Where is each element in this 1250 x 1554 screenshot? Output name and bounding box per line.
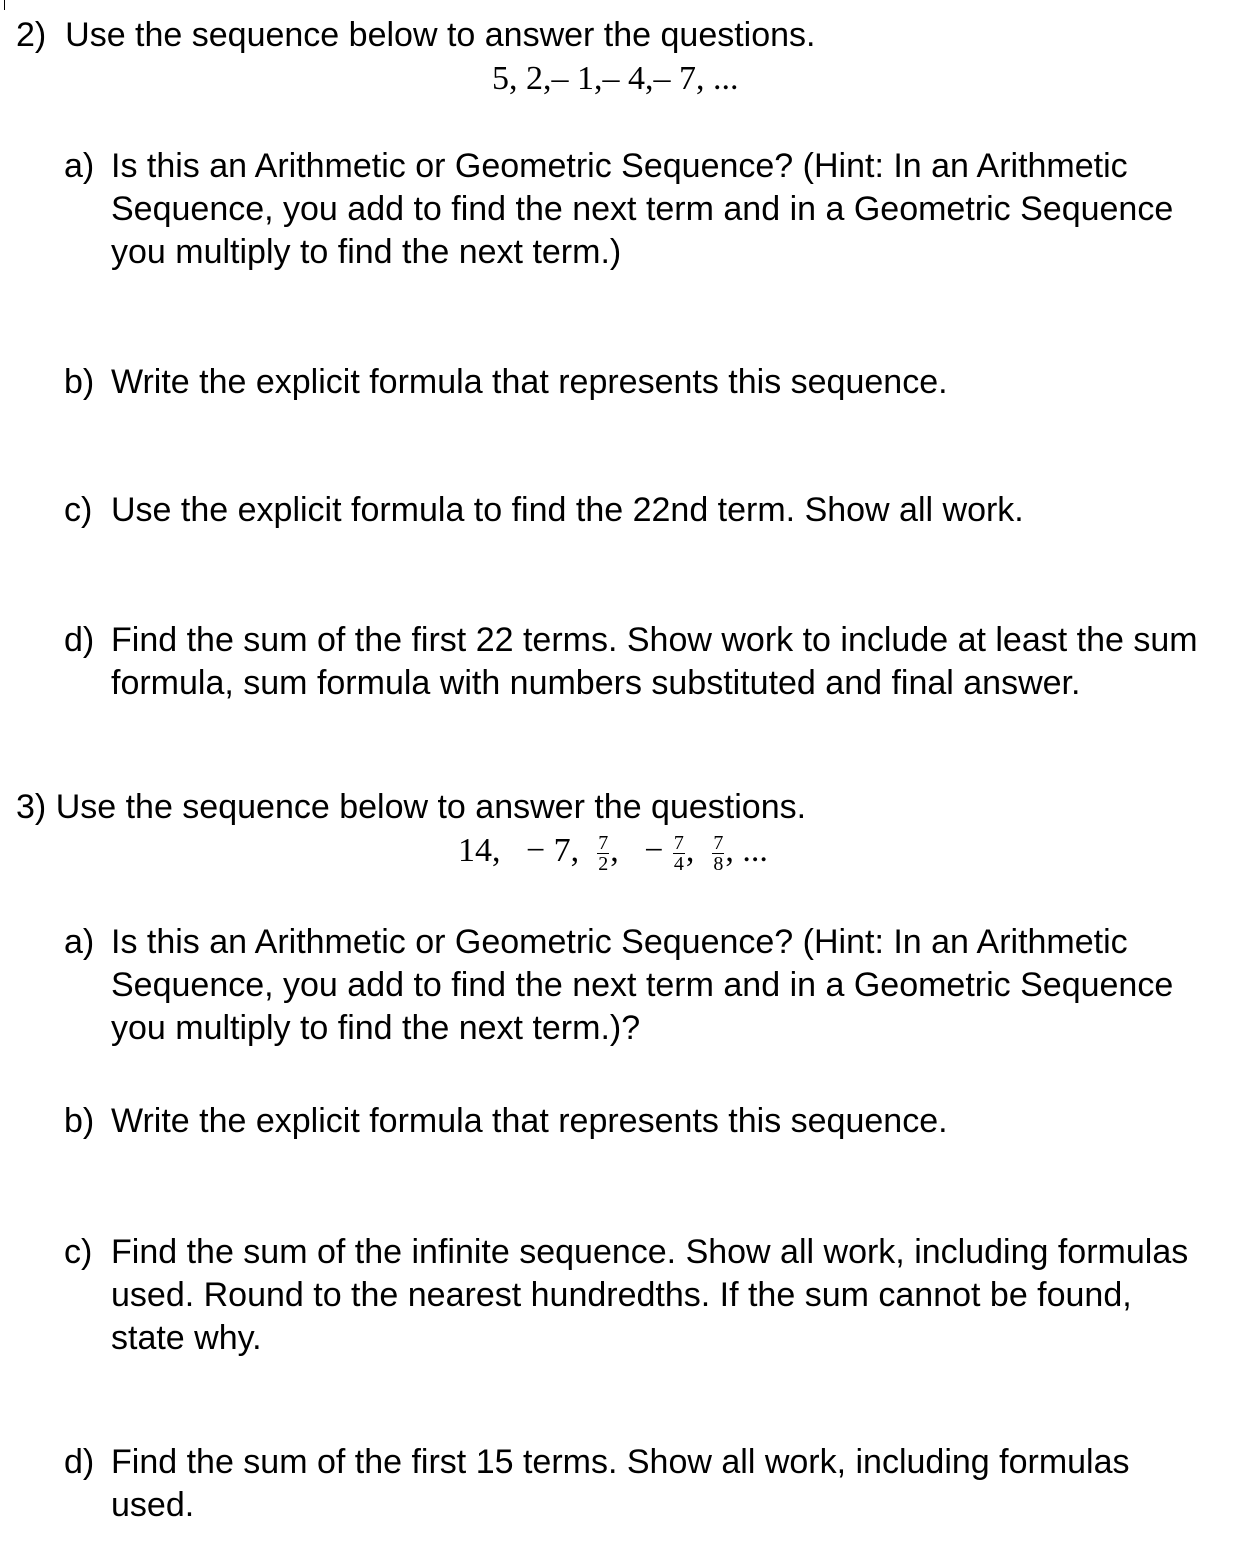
problem-3-part-b-label: b) (64, 1102, 95, 1140)
problem-3-part-b-text: Write the explicit formula that represents this sequence. (111, 1102, 948, 1140)
problem-2-part-c-text: Use the explicit formula to find the 22nd term. Show all work. (111, 491, 1024, 529)
problem-2-part-d-label: d) (64, 621, 95, 659)
seq-term-4-denominator: 4 (673, 852, 684, 875)
problem-3-part-a-label: a) (64, 923, 95, 961)
seq-term-1: 14, (458, 832, 501, 869)
seq-term-4-sign: − (644, 832, 664, 869)
problem-3-number: 3) (16, 788, 47, 826)
problem-3-part-a-text: Is this an Arithmetic or Geometric Sequence? (Hint: In an Arithmetic Sequence, you add to find the next term and in a Geometric Sequence you multiply to find the next term.)? (111, 923, 1174, 1047)
problem-2-part-d-text: Find the sum of the first 22 terms. Show work to include at least the sum formula, sum formula with numbers substituted and final answer. (111, 621, 1198, 702)
problem-2-number: 2) (16, 16, 47, 54)
problem-2-part-a-label: a) (64, 147, 95, 185)
seq-term-4-fraction (673, 833, 685, 874)
problem-2-sequence: 5, 2,– 1,– 4,– 7, ... (492, 60, 739, 97)
seq-term-3-fraction (597, 833, 609, 874)
problem-3-heading (16, 786, 806, 829)
problem-2-part-b-label: b) (64, 363, 95, 401)
seq-term-3-numerator: 7 (598, 831, 609, 854)
seq-term-5-denominator: 8 (713, 852, 724, 875)
seq-term-5-fraction (712, 833, 724, 874)
problem-3-part-c-text: Find the sum of the infinite sequence. Show all work, including formulas used. Round to the nearest hundredths. If the sum cannot be found, state why. (111, 1233, 1189, 1357)
seq-term-3-denominator: 2 (598, 852, 609, 875)
seq-term-3-sep: , (610, 832, 619, 869)
problem-2-prompt: Use the sequence below to answer the questions. (65, 16, 816, 54)
seq-term-4-sep: , (685, 832, 695, 869)
problem-3-part-d-label: d) (64, 1443, 95, 1481)
problem-2-heading (16, 14, 816, 57)
problem-2-part-b-text: Write the explicit formula that represents this sequence. (111, 363, 948, 401)
seq-term-5-numerator: 7 (713, 831, 724, 854)
problem-3-part-c-label: c) (64, 1233, 93, 1271)
seq-term-4-numerator: 7 (673, 831, 684, 854)
problem-2-part-c-label: c) (64, 491, 93, 529)
seq-term-5-sep: , (725, 832, 734, 869)
seq-term-2: − 7, (526, 832, 580, 869)
problem-2-part-a-text: Is this an Arithmetic or Geometric Sequence? (Hint: In an Arithmetic Sequence, you add to find the next term and in a Geometric Sequence you multiply to find the next term.) (111, 147, 1174, 271)
problem-3-prompt: Use the sequence below to answer the questions. (55, 788, 807, 826)
text-cursor-mark (4, 0, 5, 10)
problem-3-part-d-text: Find the sum of the first 15 terms. Show all work, including formulas used. (111, 1443, 1130, 1524)
seq-ellipsis: ... (742, 832, 768, 869)
problem-3-sequence (458, 830, 768, 874)
